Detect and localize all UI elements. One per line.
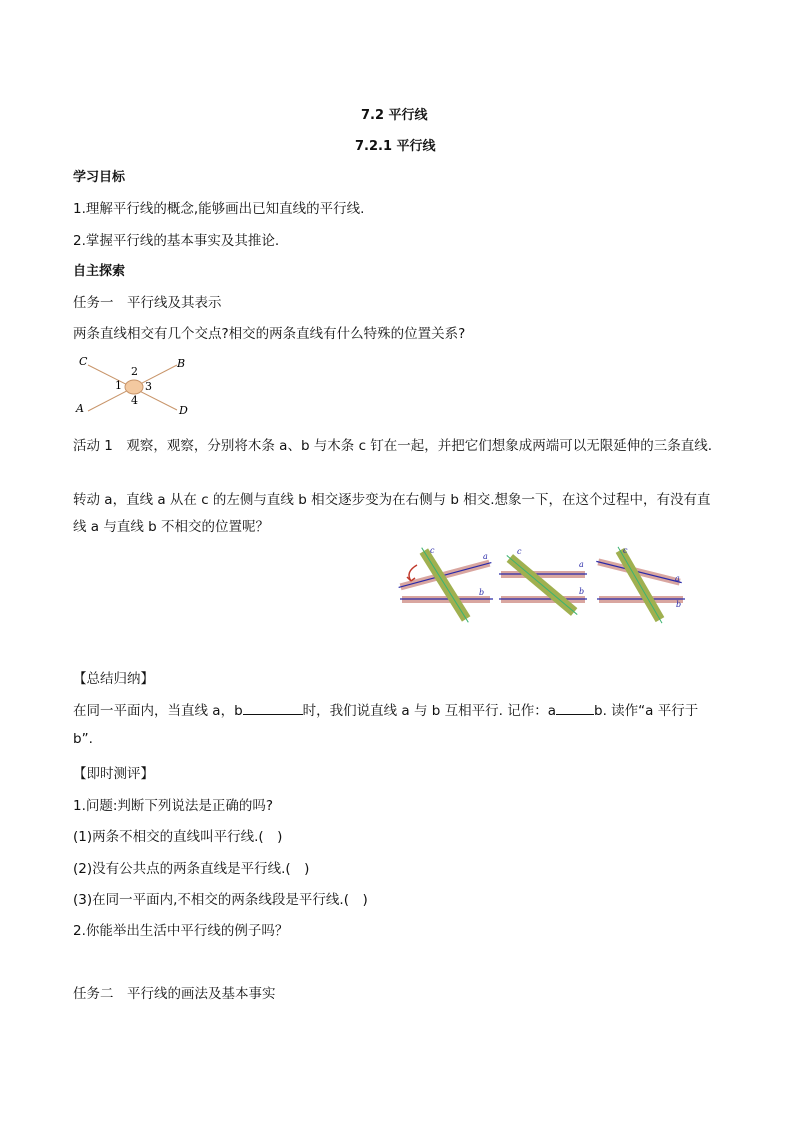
activity-line: 线 a 与直线 b 不相交的位置呢？ — [73, 519, 270, 535]
strip-c — [417, 545, 472, 625]
summary-text: 在同一平面内，当直线 a，b — [73, 703, 243, 719]
wood-strips-figure — [397, 545, 689, 625]
question-text: 两条直线相交有几个交点?相交的两条直线有什么特殊的位置关系? — [73, 326, 466, 342]
strip-label: a — [579, 560, 584, 569]
summary-text: 时，我们说直线 a 与 b 互相平行. 记作：a — [302, 703, 557, 719]
summary-line-1 — [73, 699, 698, 719]
angle-label: 1 — [115, 379, 122, 392]
strip-label: c — [517, 547, 522, 556]
objective-item: 1.理解平行线的概念,能够画出已知直线的平行线. — [73, 201, 365, 217]
fill-blank[interactable] — [243, 702, 303, 715]
strip-label: b — [676, 600, 682, 609]
task2-title: 任务二 平行线的画法及基本事实 — [73, 986, 276, 1002]
fill-blank[interactable] — [556, 702, 594, 715]
angle-label: 2 — [131, 365, 138, 378]
explore-heading: 自主探索 — [73, 264, 126, 279]
intersecting-lines-figure — [70, 350, 200, 420]
activity-line: 转动 a，直线 a 从在 c 的左侧与直线 b 相交逐步变为在右侧与 b 相交.想象一下，在这个过程中，有没有直 — [73, 492, 711, 508]
point-label: D — [179, 404, 188, 417]
panel-1 — [398, 545, 493, 625]
section-title: 7.2 平行线 — [361, 108, 428, 123]
subsection-title: 7.2.1 平行线 — [355, 139, 436, 154]
activity-line: 活动 1 观察，观察，分别将木条 a、b 与木条 c 钉在一起，并把它们想象成两端可以无限延伸的三条直线. — [73, 438, 713, 454]
strip-label: c — [430, 546, 435, 555]
intersection-mark — [125, 380, 143, 394]
point-label: A — [76, 402, 84, 415]
summary-heading: 【总结归纳】 — [73, 671, 154, 687]
strip-label: b — [579, 587, 585, 596]
quiz-item: (3)在同一平面内,不相交的两条线段是平行线.( ) — [73, 892, 368, 908]
quiz-item: (2)没有公共点的两条直线是平行线.( ) — [73, 861, 310, 877]
angle-label: 3 — [145, 380, 152, 393]
summary-text: b. 读作“a 平行于 — [594, 703, 699, 719]
point-label: B — [177, 357, 186, 370]
strip-label: a — [483, 552, 488, 561]
objectives-heading: 学习目标 — [73, 170, 126, 185]
panel-3 — [595, 545, 685, 625]
quiz-item: 2.你能举出生活中平行线的例子吗？ — [73, 923, 289, 939]
angle-label: 4 — [131, 394, 138, 407]
strip-label: c — [623, 546, 628, 555]
quiz-heading: 【即时测评】 — [73, 766, 154, 782]
task1-title: 任务一 平行线及其表示 — [73, 295, 222, 311]
point-label: C — [79, 355, 88, 368]
panel-2 — [499, 547, 587, 618]
summary-line-2: b”. — [73, 731, 93, 747]
objective-item: 2.掌握平行线的基本事实及其推论. — [73, 233, 280, 249]
quiz-item: (1)两条不相交的直线叫平行线.( ) — [73, 829, 283, 845]
quiz-item: 1.问题:判断下列说法是正确的吗? — [73, 798, 274, 814]
strip-label: b — [479, 588, 485, 597]
strip-label: a — [675, 574, 680, 583]
